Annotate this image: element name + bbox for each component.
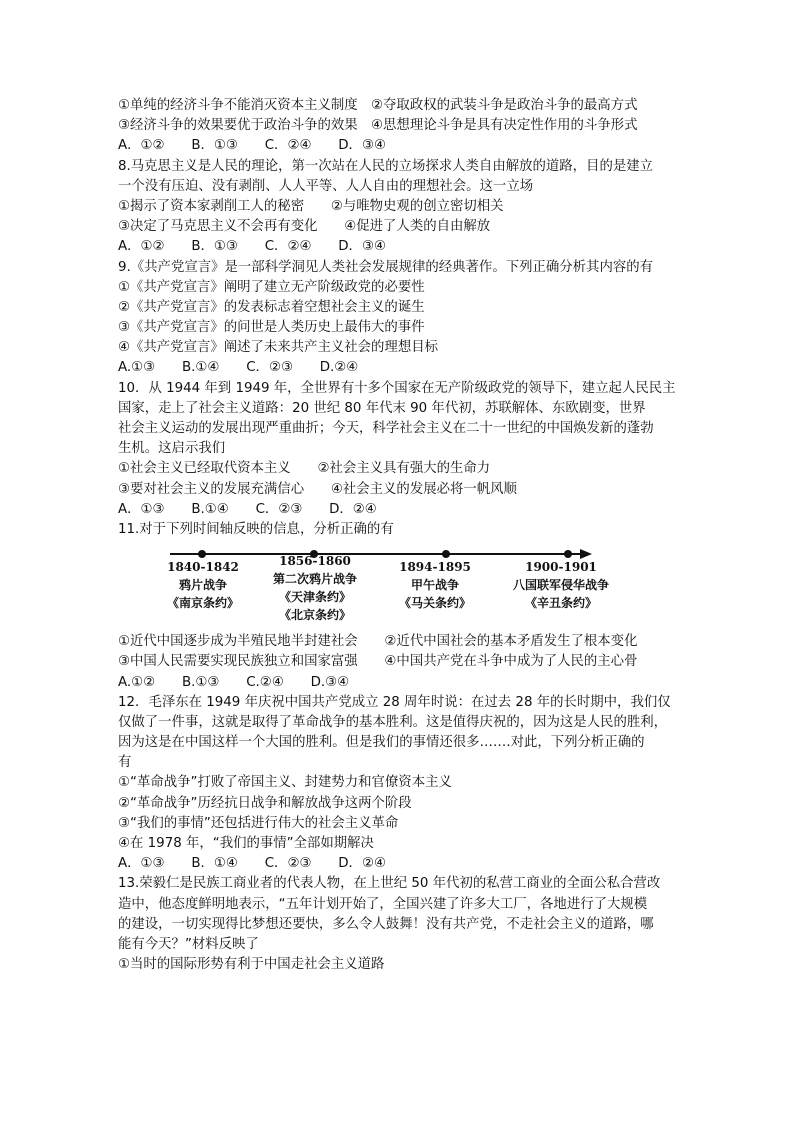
q10-stem-line-4: 生机。这启示我们	[118, 441, 226, 457]
page-content	[118, 96, 678, 975]
timeline-dot-4	[564, 550, 572, 558]
timeline-years: 1840-1842	[167, 560, 239, 575]
q11-options-line-2: ③中国人民需要实现民族独立和国家富强 ④中国共产党在斗争中成为了人民的主心骨	[118, 654, 638, 670]
q9-choices: A.①③ B.①④ C．②③ D.②④	[118, 360, 359, 376]
q9-stem: 9.《共产党宣言》是一部科学洞见人类社会发展规律的经典著作。下列正确分析其内容的有	[118, 259, 654, 275]
q13-stem-line-2: 造中，他态度鲜明地表示，“五年计划开始了，全国兴建了许多大工厂，各地进行了大规模	[118, 896, 648, 912]
q11-timeline	[118, 544, 678, 630]
q8-stem-line-2: 一个没有压迫、没有剥削、人人平等、人人自由的理想社会。这一立场	[118, 178, 534, 194]
q12-stem-line-2: 仅做了一件事，这就是取得了革命战争的基本胜利。这是值得庆祝的，因为这是人民的胜利，	[118, 714, 668, 730]
q12-option-1: ①“革命战争”打败了帝国主义、封建势力和官僚资本主义	[118, 775, 452, 791]
q9-option-2: ②《共产党宣言》的发表标志着空想社会主义的诞生	[118, 299, 425, 315]
timeline-years: 1856-1860	[279, 554, 351, 569]
q12-option-2: ②“革命战争”历经抗日战争和解放战争这两个阶段	[118, 795, 412, 811]
timeline-war: 第二次鸦片战争	[272, 572, 357, 587]
timeline-war: 鸦片战争	[178, 578, 227, 593]
q13-stem-line-3: 的建设，一切实现得比梦想还要快，多么令人鼓舞！没有共产党，不走社会主义的道路，哪	[118, 916, 654, 932]
q12-stem-line-3: 因为这是在中国这样一个大国的胜利。但是我们的事情还很多…….对此，下列分析正确的	[118, 735, 645, 751]
timeline-dot-3	[442, 550, 450, 558]
q9-option-3: ③《共产党宣言》的问世是人类历史上最伟大的事件	[118, 320, 425, 336]
timeline-event-2	[250, 552, 380, 624]
q8-options-line-1: ①揭示了资本家剥削工人的秘密 ②与唯物史观的创立密切相关	[118, 198, 504, 214]
q8-choices: A．①② B．①③ C．②④ D．③④	[118, 239, 386, 255]
q10-choices: A．①③ B.①④ C．②③ D．②④	[118, 501, 377, 517]
timeline-dot-1	[198, 550, 206, 558]
timeline-event-1	[138, 558, 268, 612]
q10-options-line-1: ①社会主义已经取代资本主义 ②社会主义具有强大的生命力	[118, 461, 491, 477]
q9-option-4: ④《共产党宣言》阐述了未来共产主义社会的理想目标	[118, 340, 438, 356]
timeline-event-3	[370, 558, 500, 612]
timeline-war: 甲午战争	[410, 578, 459, 593]
timeline-event-4	[496, 558, 626, 612]
timeline-years: 1900-1901	[525, 560, 597, 575]
timeline-treaty: 《辛丑条约》	[524, 596, 597, 611]
q10-options-line-2: ③要对社会主义的发展充满信心 ④社会主义的发展必将一帆风顺	[118, 481, 517, 497]
timeline-treaty: 《南京条约》	[166, 596, 239, 611]
q12-choices: A．①③ B．①④ C．②③ D．②④	[118, 856, 386, 872]
q13-stem-line-4: 能有今天？”材料反映了	[118, 936, 259, 952]
q7-options-line-1: ①单纯的经济斗争不能消灭资本主义制度 ②夺取政权的武装斗争是政治斗争的最高方式	[118, 98, 638, 113]
q8-options-line-2: ③决定了马克思主义不会再有变化 ④促进了人类的自由解放	[118, 219, 491, 235]
q10-stem-line-2: 国家，走上了社会主义道路：20 世纪 80 年代末 90 年代初，苏联解体、东欧剧变，世界	[118, 400, 646, 416]
q9-option-1: ①《共产党宣言》阐明了建立无产阶级政党的必要性	[118, 279, 425, 295]
q12-stem-line-4: 有	[118, 755, 132, 771]
timeline-treaty: 《北京条约》	[278, 608, 351, 623]
q8-stem-line-1: 8.马克思主义是人民的理论，第一次站在人民的立场探求人类自由解放的道路，目的是建立	[118, 158, 654, 174]
q13-option-1: ①当时的国际形势有利于中国走社会主义道路	[118, 957, 385, 973]
timeline-treaty: 《天津条约》	[278, 590, 351, 605]
q7-options-line-2: ③经济斗争的效果要优于政治斗争的效果 ④思想理论斗争是具有决定性作用的斗争形式	[118, 118, 638, 134]
q11-stem: 11.对于下列时间轴反映的信息，分析正确的有	[118, 521, 394, 537]
q13-stem-line-1: 13.荣毅仁是民族工商业者的代表人物，在上世纪 50 年代初的私营工商业的全面公私合营改	[118, 876, 661, 892]
q11-options-line-1: ①近代中国逐步成为半殖民地半封建社会 ②近代中国社会的基本矛盾发生了根本变化	[118, 634, 638, 650]
timeline-treaty: 《马关条约》	[398, 596, 471, 611]
q11-choices: A.①② B.①③ C.②④ D.③④	[118, 674, 350, 690]
timeline-war: 八国联军侵华战争	[512, 578, 609, 593]
q12-stem-line-1: 12．毛泽东在 1949 年庆祝中国共产党成立 28 周年时说：在过去 28 年的长时期中，我们仅	[118, 694, 671, 710]
timeline-years: 1894-1895	[399, 560, 471, 575]
q12-option-3: ③“我们的事情”还包括进行伟大的社会主义革命	[118, 815, 399, 831]
q12-option-4: ④在 1978 年，“我们的事情”全部如期解决	[118, 836, 374, 851]
q7-choices: A．①② B．①③ C．②④ D．③④	[118, 138, 386, 154]
q10-stem-line-3: 社会主义运动的发展出现严重曲折；今天，科学社会主义在二十一世纪的中国焕发新的蓬勃	[118, 421, 654, 436]
q10-stem-line-1: 10．从 1944 年到 1949 年，全世界有十多个国家在无产阶级政党的领导下，建立起人民民主	[118, 380, 676, 396]
